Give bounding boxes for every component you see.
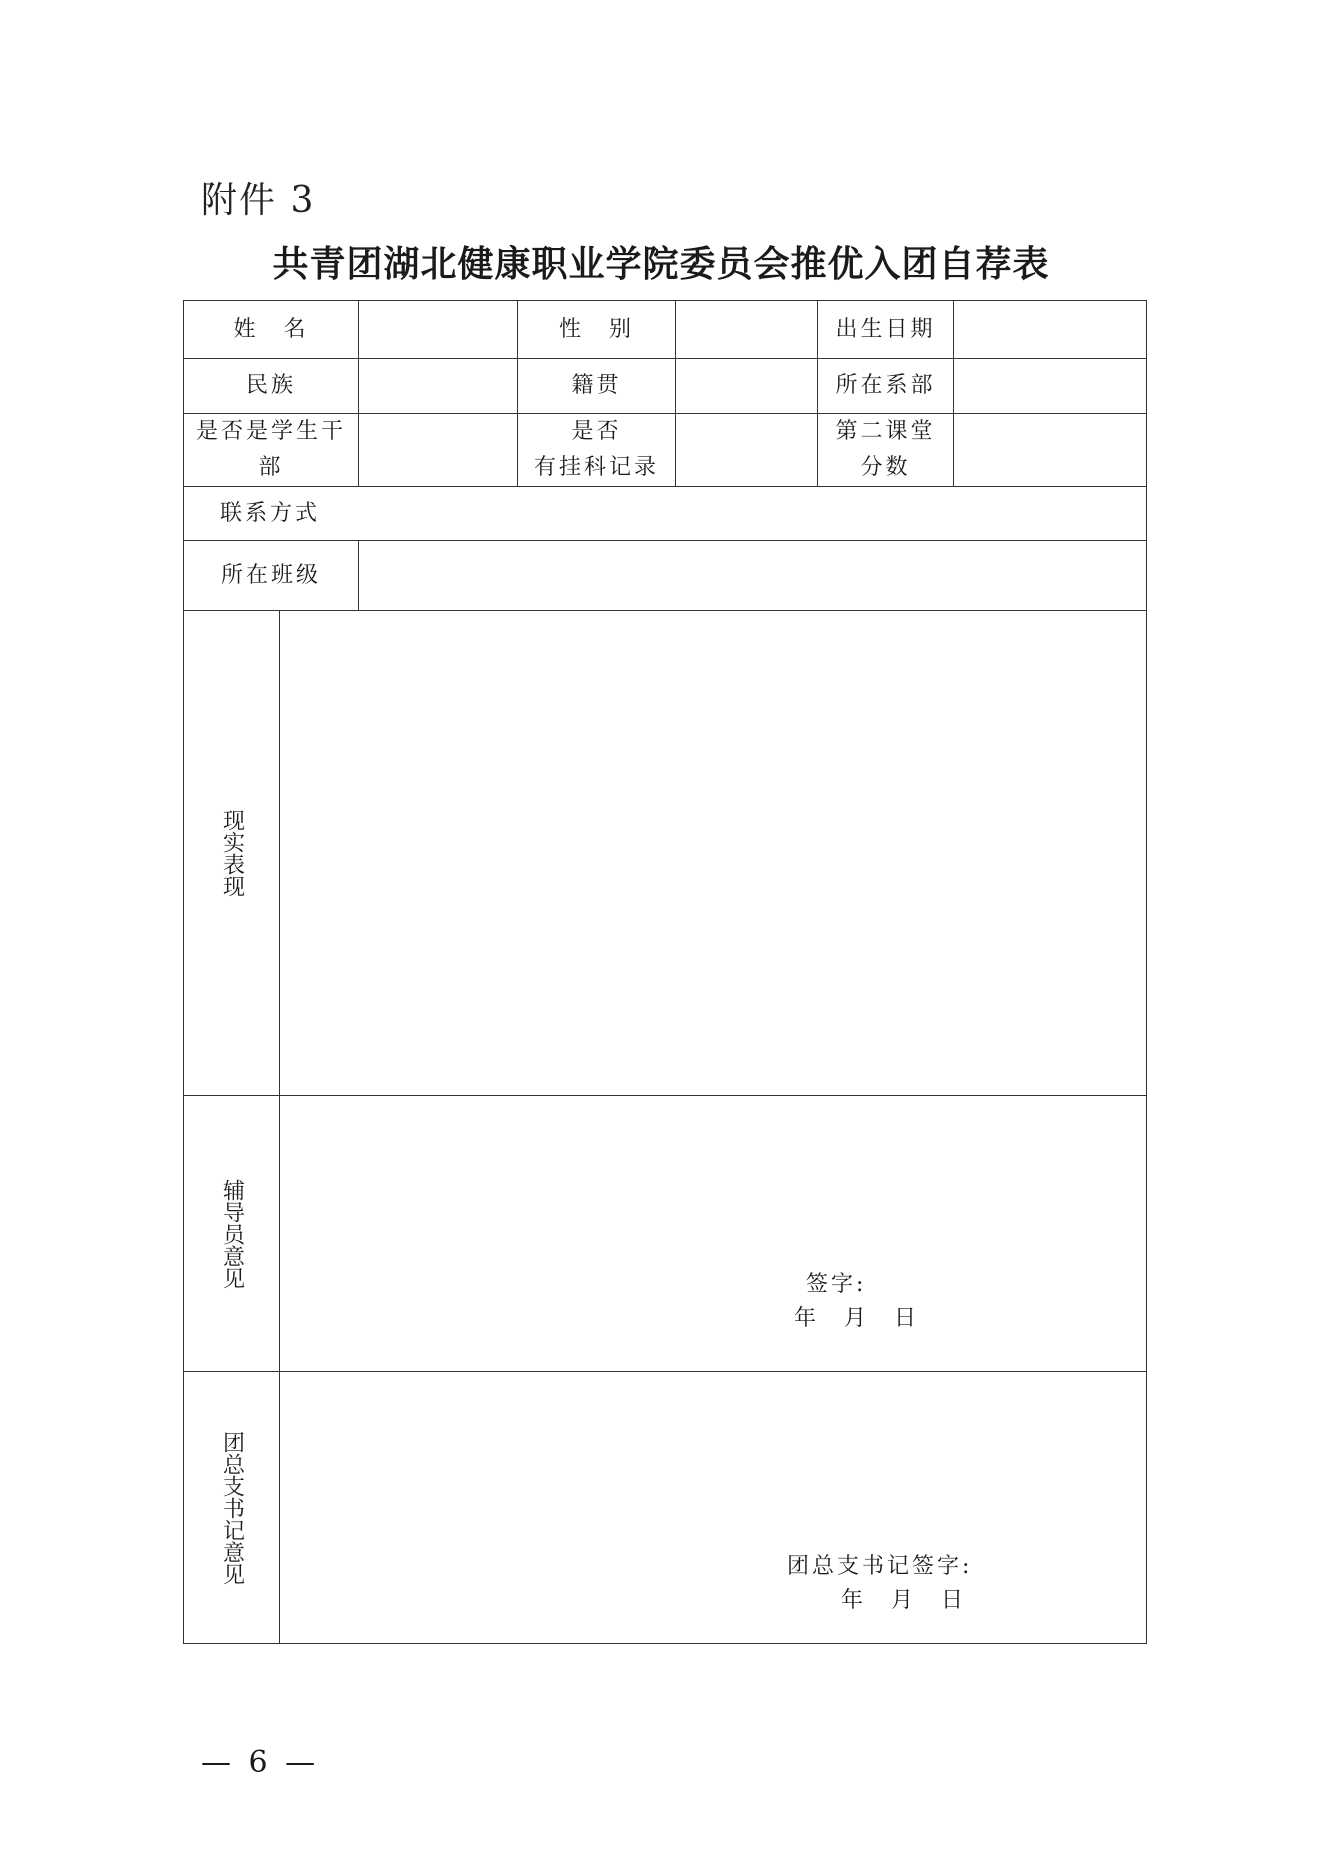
native-place-label: 籍贯 [518,359,676,414]
counselor-signature-block [794,1268,919,1336]
native-place-field[interactable] [676,359,818,414]
performance-label: 现实表现 [219,809,245,897]
secretary-sign-label: 团总支书记签字: [787,1554,973,1579]
performance-label-cell [184,611,280,1096]
second-class-field[interactable] [954,414,1147,487]
name-label: 姓 名 [184,301,359,359]
contact-row[interactable] [184,487,1147,541]
counselor-date-label: 年 月 日 [794,1306,920,1331]
form-title: 共青团湖北健康职业学院委员会推优入团自荐表 [272,244,1050,285]
failed-course-label-line1: 是否 [571,419,622,444]
secretary-opinion-label: 团总支书记意见 [219,1430,245,1585]
second-class-label [818,414,954,487]
application-form-table [183,300,1147,1644]
counselor-opinion-label: 辅导员意见 [219,1178,245,1289]
attachment-label: 附件 3 [201,180,316,221]
secretary-date-label: 年 月 日 [841,1588,967,1613]
class-field[interactable] [359,541,1147,611]
gender-field[interactable] [676,301,818,359]
birth-date-label: 出生日期 [818,301,954,359]
performance-field[interactable] [280,611,1147,1096]
department-label: 所在系部 [818,359,954,414]
class-label: 所在班级 [184,541,359,611]
secretary-opinion-label-cell [184,1372,280,1644]
student-cadre-field[interactable] [359,414,518,487]
failed-course-label-line2: 有挂科记录 [534,455,660,480]
ethnicity-label: 民族 [184,359,359,414]
contact-label: 联系方式 [220,500,321,526]
second-class-label-line1: 第二课堂 [835,419,936,444]
secretary-opinion-field[interactable] [280,1372,1147,1644]
page-number: — 6 — [201,1745,320,1780]
counselor-opinion-field[interactable] [280,1096,1147,1372]
name-field[interactable] [359,301,518,359]
second-class-label-line2: 分数 [860,455,911,480]
department-field[interactable] [954,359,1147,414]
counselor-opinion-label-cell [184,1096,280,1372]
failed-course-field[interactable] [676,414,818,487]
ethnicity-field[interactable] [359,359,518,414]
student-cadre-label: 是否是学生干部 [184,414,359,487]
gender-label: 性 别 [518,301,676,359]
birth-date-field[interactable] [954,301,1147,359]
failed-course-label [518,414,676,487]
secretary-signature-block [787,1550,972,1618]
counselor-sign-label: 签字: [806,1272,867,1297]
